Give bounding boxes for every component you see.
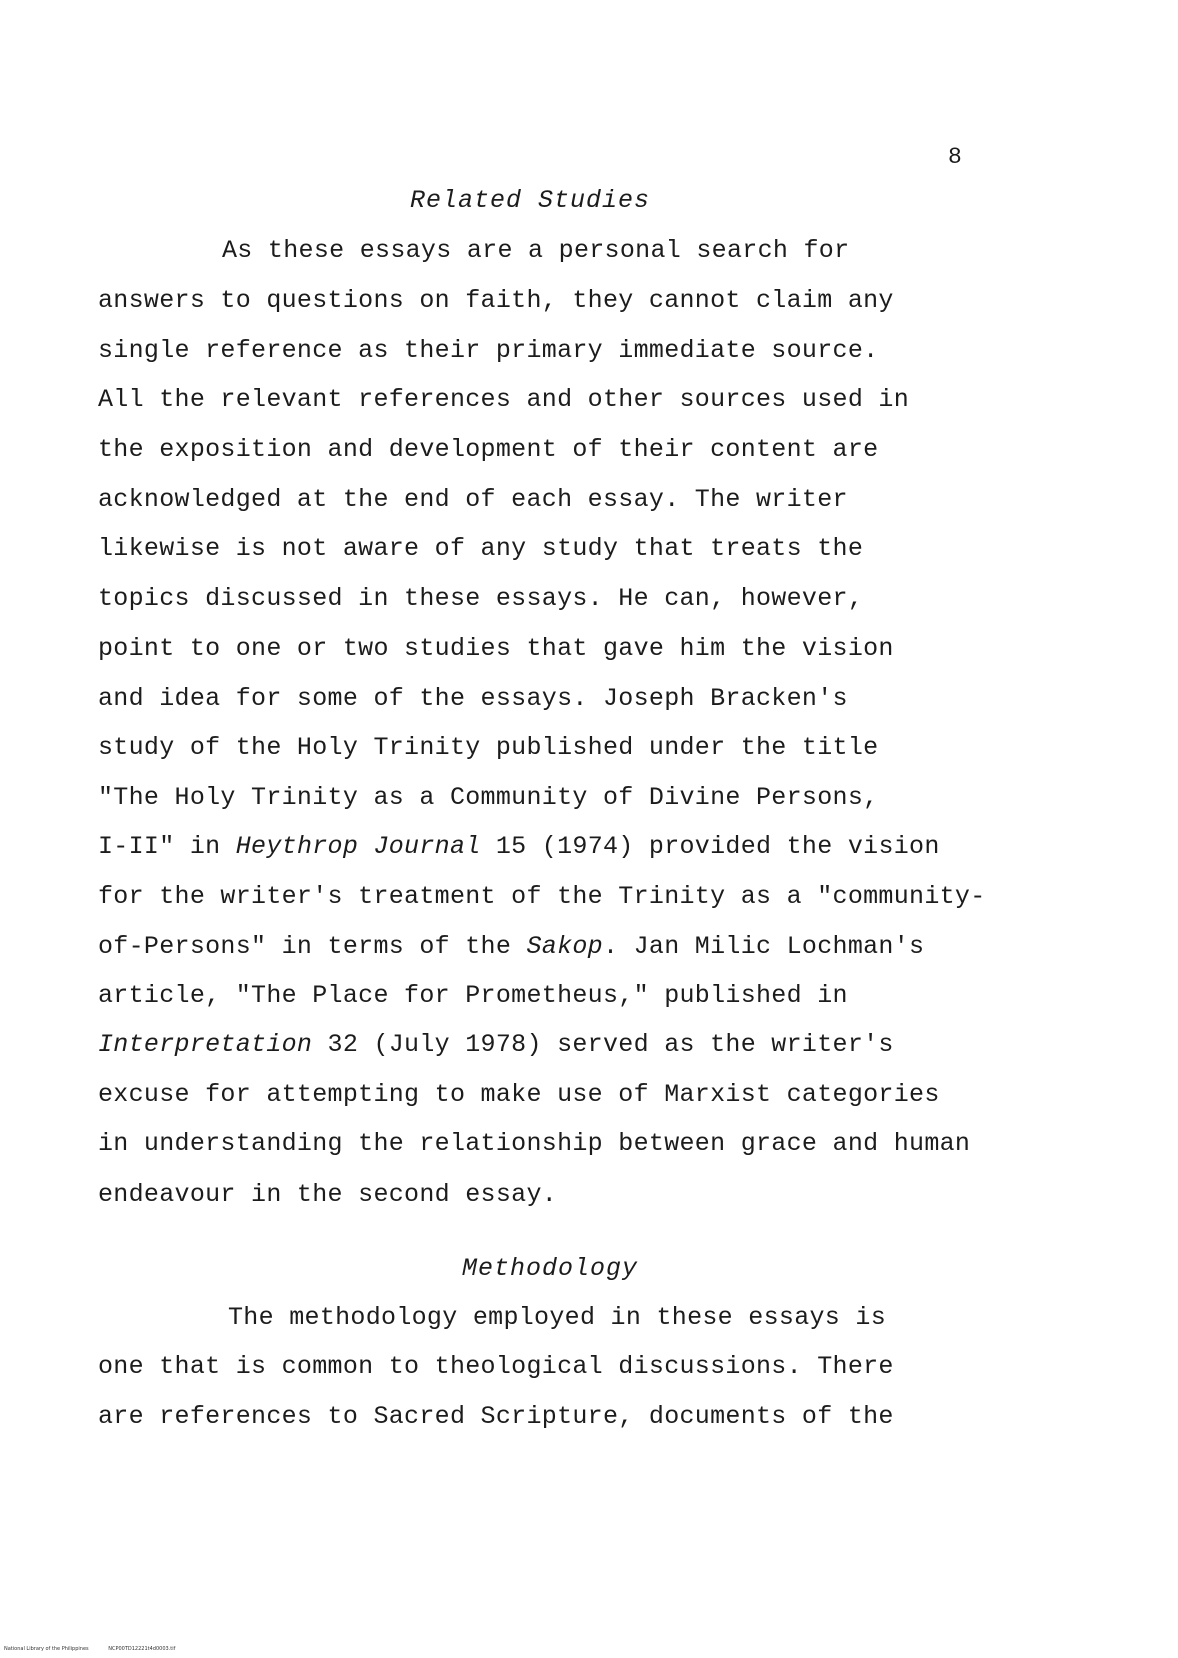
line-text: 32 (July 1978) served as the writer's <box>312 1030 894 1059</box>
paragraph-line <box>98 1030 894 1059</box>
journal-title: Heythrop Journal <box>235 832 481 861</box>
line-text: of-Persons" in terms of the <box>98 932 527 961</box>
paragraph-line: the exposition and development of their content are <box>98 435 879 464</box>
paragraph-line: and idea for some of the essays. Joseph Bracken's <box>98 684 848 713</box>
paragraph-line: "The Holy Trinity as a Community of Divine Persons, <box>98 783 879 812</box>
paragraph-line: are references to Sacred Scripture, documents of the <box>98 1402 894 1431</box>
paragraph-line: study of the Holy Trinity published under the title <box>98 733 879 762</box>
paragraph-line: answers to questions on faith, they cannot claim any <box>98 286 894 315</box>
paragraph-line: acknowledged at the end of each essay. The writer <box>98 485 848 514</box>
paragraph-line: The methodology employed in these essays is <box>228 1303 887 1332</box>
journal-title: Interpretation <box>98 1030 313 1059</box>
page-number: 8 <box>948 144 962 170</box>
paragraph-line: excuse for attempting to make use of Marxist categories <box>98 1080 940 1109</box>
paragraph-line: likewise is not aware of any study that treats the <box>98 534 864 563</box>
paragraph-line <box>98 832 940 861</box>
paragraph-line <box>98 932 924 961</box>
paragraph-line: single reference as their primary immediate source. <box>98 336 879 365</box>
scan-footer <box>4 1646 193 1652</box>
italic-term: Sakop <box>526 932 603 961</box>
paragraph-line: for the writer's treatment of the Trinity as a "community- <box>98 882 986 911</box>
line-text: . Jan Milic Lochman's <box>602 932 925 961</box>
paragraph-line: endeavour in the second essay. <box>98 1180 558 1209</box>
paragraph-line: topics discussed in these essays. He can, however, <box>98 584 864 613</box>
section-heading-methodology: Methodology <box>461 1254 639 1283</box>
paragraph-line: one that is common to theological discussions. There <box>98 1352 894 1381</box>
footer-file-code: NCP00TD12221t4d0003.tif <box>108 1646 176 1652</box>
section-heading-related-studies: Related Studies <box>409 186 651 215</box>
paragraph-line: As these essays are a personal search for <box>222 236 850 265</box>
line-text: 15 (1974) provided the vision <box>480 832 940 861</box>
line-text: I-II" in <box>98 832 236 861</box>
paragraph-line: All the relevant references and other sources used in <box>98 385 910 414</box>
paragraph-line: in understanding the relationship between grace and human <box>98 1129 971 1158</box>
footer-library: National Library of the Philippines <box>4 1646 89 1652</box>
paragraph-line: point to one or two studies that gave him the vision <box>98 634 894 663</box>
paragraph-line: article, "The Place for Prometheus," published in <box>98 981 848 1010</box>
